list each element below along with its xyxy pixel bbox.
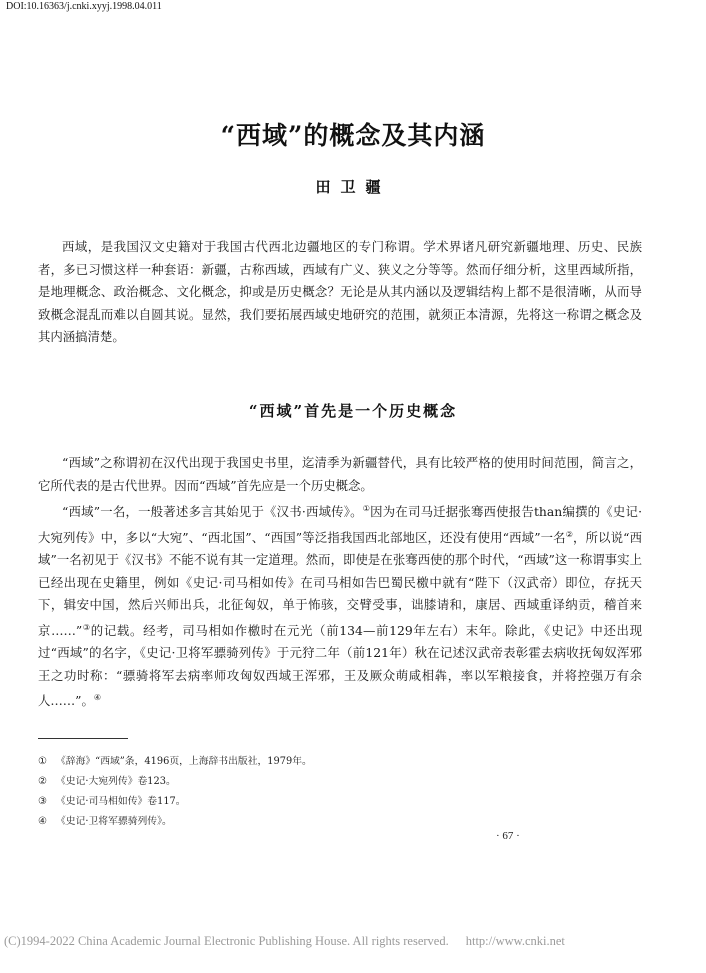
section-heading: “西域”首先是一个历史概念 bbox=[248, 402, 458, 420]
author-name: 田卫疆 bbox=[315, 178, 391, 196]
body-paragraph-2 bbox=[38, 498, 642, 713]
copyright-footer bbox=[4, 934, 582, 949]
copyright-url: http://www.cnki.net bbox=[465, 934, 565, 948]
footnote-mark: ① bbox=[38, 756, 47, 767]
abstract-paragraph: 西域，是我国汉文史籍对于我国古代西北边疆地区的专门称谓。学术界诸凡研究新疆地理、历史、民族者，多已习惯这样一种套语：新疆，古称西域，西域有广义、狭义之分等等。然而仔细分析，这里西域所指，是地理概念、政治概念、文化概念，抑或是历史概念？无论是从其内涵以及逻辑结构上都不是很清晰，从而导致概念混乱而难以自圆其说。显然，我们要拓展西域史地研究的范围，就须正本清源，先将这一称谓之概念及其内涵搞清楚。 bbox=[38, 239, 642, 344]
footnote-ref-2: ② bbox=[565, 529, 574, 539]
footnote-text: 《史记·大宛列传》卷123。 bbox=[56, 776, 176, 787]
body-paragraph-2-part-d: 的记载。经考，司马相如作檄时在元光（前134—前129年左右）末年。除此，《史记》中还出现过“西域”的名字，《史记·卫将军骠骑列传》于元狩二年（前121年）秋在记述汉武帝表彰霍去病收抚匈奴浑邪王之功时称：“骠骑将军去病率师攻匈奴西域王浑邪，王及厥众萌咸相犇，率以军粮接食，并将控强万有余人……”。 bbox=[38, 622, 642, 709]
footnote-ref-3: ③ bbox=[82, 622, 91, 632]
footnote-text: 《史记·卫将军骠骑列传》。 bbox=[56, 816, 172, 827]
footnote-ref-1: ① bbox=[362, 504, 371, 513]
footnote-text: 《辞海》“西域”条，4196页，上海辞书出版社，1979年。 bbox=[56, 756, 312, 767]
footnotes bbox=[38, 752, 658, 832]
footnote-divider bbox=[38, 738, 128, 739]
footnote-ref-4: ④ bbox=[93, 693, 102, 703]
footnote-mark: ③ bbox=[38, 796, 47, 807]
body-paragraph-2-part-c: ，所以说“西域”一名初见于《汉书》不能不说有其一定道理。然而，即使是在张骞西使的那个时代，“西域”这一称谓事实上已经出现在史籍里，例如《史记·司马相如传》在司马相如告巴蜀民檄中就有“陛下（汉武帝）即位，存抚天下，辑安中国，然后兴师出兵，北征匈奴，单于怖骇，交臂受事，诎膝请和，康居、西域重译纳贡，稽首来京……” bbox=[38, 529, 642, 638]
footnote-item bbox=[38, 752, 658, 772]
footnote-mark: ② bbox=[38, 776, 47, 787]
footnote-mark: ④ bbox=[38, 816, 47, 827]
page-number: · 67 · bbox=[496, 830, 520, 842]
body-paragraph-2-part-b: 因为在司马迁据张骞西使报告than编撰的《史记·大宛列传》中，多以“大宛”、“西北国”、“西国”等泛指我国西北部地区，还没有使用“西域”一名 bbox=[38, 504, 643, 545]
body-paragraph-2-part-a: “西域”一名，一般著述多言其始见于《汉书·西域传》。 bbox=[62, 504, 363, 520]
article-title: “西域”的概念及其内涵 bbox=[220, 121, 486, 150]
body-paragraph-1: “西域”之称谓初在汉代出现于我国史书里，迄清季为新疆替代，具有比较严格的使用时间范围，简言之，它所代表的是古代世界。因而“西域”首先应是一个历史概念。 bbox=[38, 455, 642, 493]
footnote-text: 《史记·司马相如传》卷117。 bbox=[56, 796, 186, 807]
copyright-notice: (C)1994-2022 China Academic Journal Electronic Publishing House. All rights reserved. bbox=[4, 934, 449, 948]
footnote-item bbox=[38, 772, 658, 792]
doi-line: DOI:10.16363/j.cnki.xyyj.1998.04.011 bbox=[6, 1, 162, 12]
footnote-item bbox=[38, 812, 658, 832]
footnote-item bbox=[38, 792, 658, 812]
